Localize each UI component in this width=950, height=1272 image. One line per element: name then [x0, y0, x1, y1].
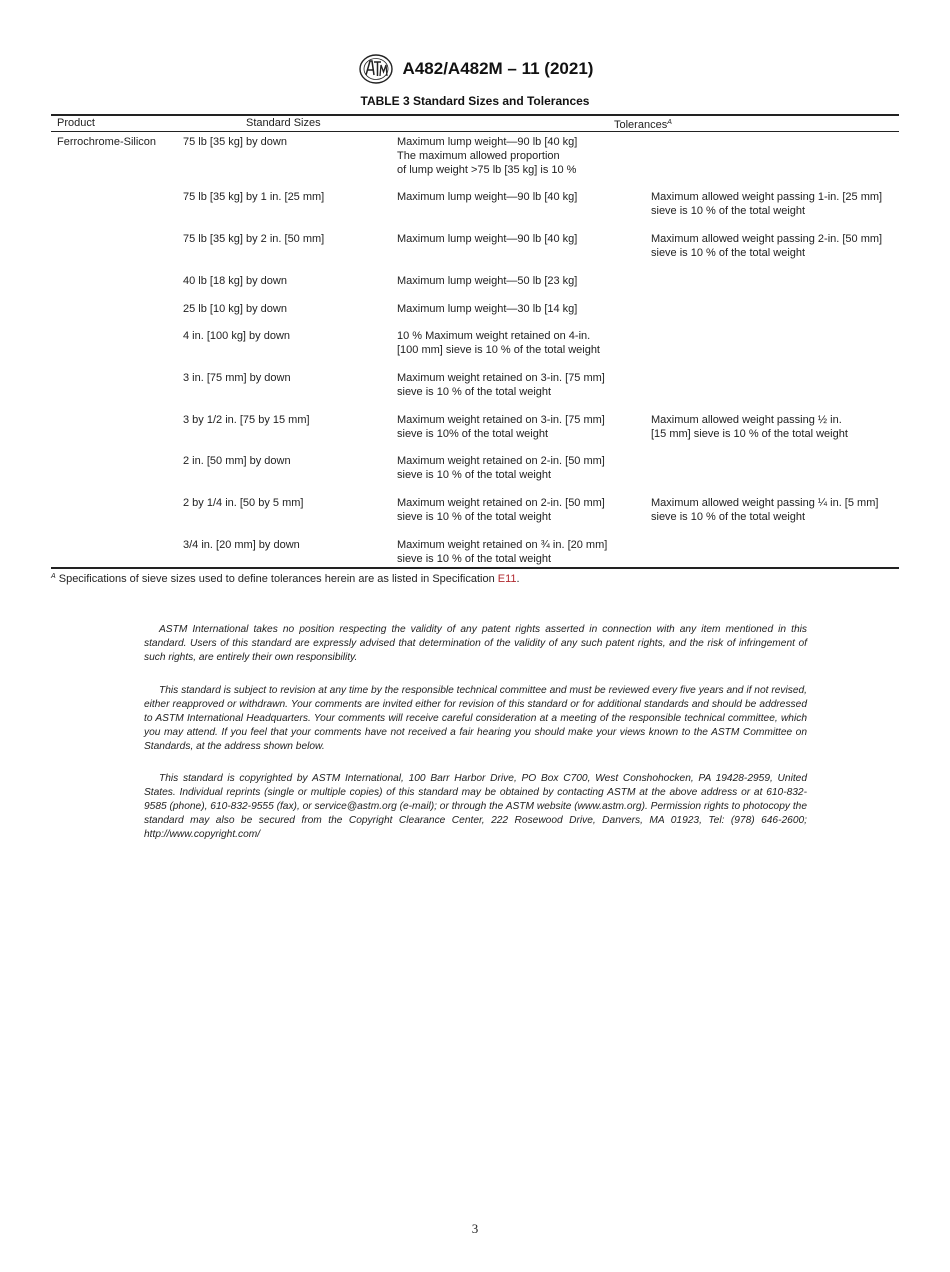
- tolerance-cell-line: Maximum weight retained on 2-in. [50 mm]: [397, 497, 605, 509]
- page-number: 3: [471, 1221, 479, 1236]
- tolerance-note-line: Maximum allowed weight passing ½ in.: [651, 414, 842, 426]
- size-cell: 4 in. [100 kg] by down: [183, 330, 291, 342]
- spec-reference-link[interactable]: E11: [497, 573, 517, 585]
- size-cell: 75 lb [35 kg] by 1 in. [25 mm]: [183, 191, 325, 203]
- astm-logo-icon: [357, 53, 395, 85]
- size-cell: 3 in. [75 mm] by down: [183, 372, 291, 384]
- tolerance-cell-line: Maximum lump weight—50 lb [23 kg]: [397, 275, 578, 287]
- patent-notice: ASTM International takes no position respecting the validity of any patent rights asserted in connection with any item mentioned in this standard. Users of this standard are expressly advised that determination of the validity of any such patent rights, and the risk of infringement of such rights, are entirely their own responsibility.: [144, 624, 807, 663]
- size-cell: 3 by 1/2 in. [75 by 15 mm]: [183, 414, 310, 426]
- tolerance-note-line: sieve is 10 % of the total weight: [651, 205, 806, 217]
- tolerance-cell-line: sieve is 10% of the total weight: [397, 428, 549, 440]
- revision-notice: This standard is subject to revision at any time by the responsible technical committee and must be reviewed every five years and if not revised, either reapproved or withdrawn. Your comments are invited either for revision of this standard or for additional standards and should be addressed to ASTM International Headquarters. Your comments will receive careful consideration at a meeting of the responsible technical committee, which you may attend. If you feel that your comments have not received a fair hearing you should make your views known to the ASTM Committee on Standards, at the address shown below.: [144, 685, 807, 752]
- copyright-notice: This standard is copyrighted by ASTM International, 100 Barr Harbor Drive, PO Box C700, West Conshohocken, PA 19428-2959, United States. Individual reprints (single or multiple copies) of this standard may be obtained by contacting ASTM at the above address or at 610-832-9585 (phone), 610-832-9555 (fax), or service@astm.org (e-mail); or through the ASTM website (www.astm.org). Permission rights to photocopy the standard may also be secured from the Copyright Clearance Center, 222 Rosewood Drive, Danvers, MA 01923, Tel: (978) 646-2600; http://www.copyright.com/: [144, 773, 807, 840]
- tolerance-cell-line: Maximum lump weight—30 lb [14 kg]: [397, 303, 578, 315]
- tolerance-cell-line: [100 mm] sieve is 10 % of the total weight: [397, 344, 600, 356]
- product-cell: Ferrochrome-Silicon: [57, 136, 157, 148]
- tolerance-cell-line: Maximum weight retained on 3-in. [75 mm]: [397, 372, 605, 384]
- tolerance-cell-line: of lump weight >75 lb [35 kg] is 10 %: [397, 164, 577, 176]
- table-title: TABLE 3 Standard Sizes and Tolerances: [360, 94, 590, 108]
- tolerance-note-line: [15 mm] sieve is 10 % of the total weight: [651, 428, 848, 440]
- table-top-rule: [51, 114, 899, 116]
- tolerance-cell-line: Maximum lump weight—90 lb [40 kg]: [397, 136, 578, 148]
- size-cell: 75 lb [35 kg] by down: [183, 136, 287, 148]
- tolerance-note-line: Maximum allowed weight passing 2-in. [50 mm]: [651, 233, 883, 245]
- tolerance-cell-line: Maximum weight retained on 3-in. [75 mm]: [397, 414, 605, 426]
- document-code: A482/A482M – 11 (2021): [402, 59, 594, 78]
- tolerance-note-line: sieve is 10 % of the total weight: [651, 511, 806, 523]
- size-cell: 75 lb [35 kg] by 2 in. [50 mm]: [183, 233, 325, 245]
- tolerance-cell-line: Maximum lump weight—90 lb [40 kg]: [397, 191, 578, 203]
- tolerance-cell-line: Maximum weight retained on ¾ in. [20 mm]: [397, 539, 608, 551]
- tolerance-cell-line: sieve is 10 % of the total weight: [397, 511, 552, 523]
- column-header-tolerances: Tolerances$^A$: [614, 119, 672, 131]
- size-cell: 40 lb [18 kg] by down: [183, 275, 287, 287]
- tolerance-cell-line: sieve is 10 % of the total weight: [397, 553, 552, 565]
- size-cell: 2 in. [50 mm] by down: [183, 455, 291, 467]
- tolerance-cell-line: Maximum weight retained on 2-in. [50 mm]: [397, 455, 605, 467]
- table-header-rule: [51, 131, 899, 132]
- size-cell: 3/4 in. [20 mm] by down: [183, 539, 300, 551]
- table-footnote: $^A$ Specifications of sieve sizes used to define tolerances herein are as listed in Specification E11.: [51, 573, 520, 585]
- tolerance-cell-line: The maximum allowed proportion: [397, 150, 560, 162]
- tolerance-cell-line: sieve is 10 % of the total weight: [397, 386, 552, 398]
- size-cell: 2 by 1/4 in. [50 by 5 mm]: [183, 497, 304, 509]
- tolerance-cell-line: Maximum lump weight—90 lb [40 kg]: [397, 233, 578, 245]
- tolerance-note-line: sieve is 10 % of the total weight: [651, 247, 806, 259]
- tolerance-cell-line: 10 % Maximum weight retained on 4-in.: [397, 330, 591, 342]
- table-bottom-rule: [51, 567, 899, 569]
- tolerance-cell-line: sieve is 10 % of the total weight: [397, 469, 552, 481]
- page-header: [0, 52, 950, 86]
- tolerance-note-line: Maximum allowed weight passing ¼ in. [5 mm]: [651, 497, 879, 509]
- column-header-sizes: Standard Sizes: [246, 117, 321, 129]
- column-header-product: Product: [57, 117, 95, 129]
- tolerance-note-line: Maximum allowed weight passing 1-in. [25 mm]: [651, 191, 883, 203]
- size-cell: 25 lb [10 kg] by down: [183, 303, 287, 315]
